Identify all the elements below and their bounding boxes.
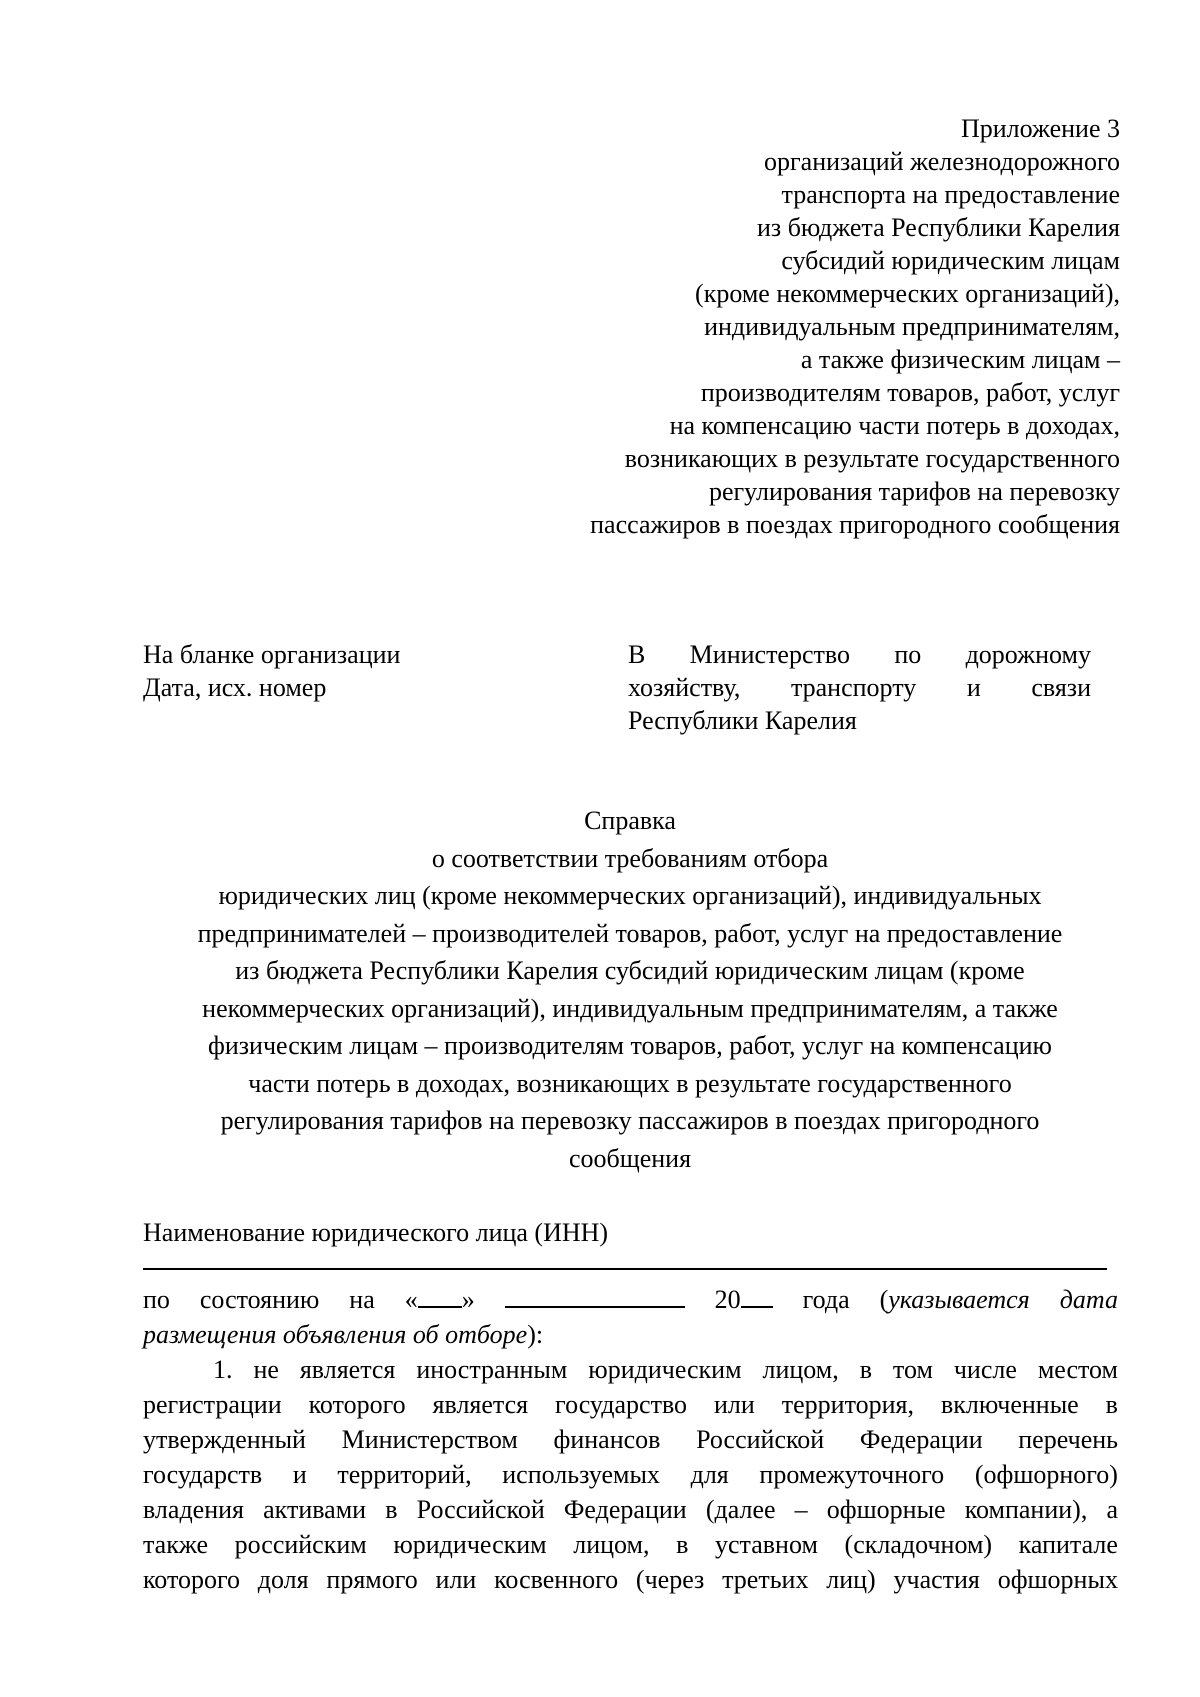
paragraph-word: является xyxy=(299,1355,396,1384)
title-line: сообщения xyxy=(568,1143,692,1173)
recipient-word: дорожному xyxy=(965,640,1091,669)
title-line: из бюджета Республики Карелия субсидий юридическим лицам (кроме xyxy=(235,956,1025,985)
paragraph-word: в xyxy=(859,1355,872,1384)
paragraph-word: Российской xyxy=(416,1495,545,1524)
appendix-line: регулирования тарифов на перевозку xyxy=(708,477,1120,506)
title-line: юридических лиц (кроме некоммерческих организаций), индивидуальных xyxy=(218,881,1042,910)
title-line: предпринимателей – производителей товаров, работ, услуг на предоставление xyxy=(197,918,1063,948)
paragraph-word: юридическим xyxy=(393,1530,547,1559)
title-line: части потерь в доходах, возникающих в результате государственного xyxy=(248,1068,1012,1098)
paragraph-word: Министерством xyxy=(341,1425,518,1454)
paragraph-word: 1. xyxy=(213,1355,233,1384)
paragraph-word: используемых xyxy=(502,1460,660,1489)
paragraph-word: местом xyxy=(1037,1355,1118,1384)
paragraph-word: российским xyxy=(234,1530,367,1559)
letterhead-block xyxy=(143,638,593,704)
paragraph-word: (через xyxy=(635,1565,705,1594)
legal-entity-name-blank[interactable] xyxy=(143,1268,1107,1270)
appendix-line: (кроме некоммерческих организаций), xyxy=(695,279,1120,308)
paragraph-line xyxy=(143,1527,1118,1562)
paragraph-word: иностранным xyxy=(416,1355,568,1384)
paragraph-word: уставном xyxy=(715,1530,818,1559)
paragraph-word: числе xyxy=(953,1355,1017,1384)
paragraph-word: прямого xyxy=(326,1565,418,1594)
paragraph-word: регистрации xyxy=(143,1390,282,1419)
document-title xyxy=(140,802,1120,1177)
date-line xyxy=(143,1282,1118,1317)
appendix-line: производителям товаров, работ, услуг xyxy=(700,378,1120,407)
recipient-word: транспорту xyxy=(790,673,917,702)
paragraph-word: владения xyxy=(143,1495,245,1524)
paragraph-line xyxy=(143,1422,1118,1457)
paragraph-word: Федерации xyxy=(563,1495,687,1524)
quote-open: « xyxy=(404,1285,418,1314)
paragraph-word: а xyxy=(1106,1495,1118,1524)
legal-entity-name-label: Наименование юридического лица (ИНН) xyxy=(143,1218,609,1247)
paragraph-word: промежуточного xyxy=(759,1460,945,1489)
paragraph-word: также xyxy=(143,1530,209,1559)
year-field xyxy=(715,1282,773,1317)
paragraph-word: в xyxy=(676,1530,689,1559)
paragraph-word: (складочном) xyxy=(844,1530,993,1559)
appendix-line: пассажиров в поездах пригородного сообщения xyxy=(590,510,1120,539)
date-line-word: по xyxy=(143,1285,170,1314)
day-blank[interactable] xyxy=(418,1282,462,1308)
paragraph-line xyxy=(143,1492,1118,1527)
paragraph-word: лицом, xyxy=(762,1355,839,1384)
date-number-line: Дата, исх. номер xyxy=(143,673,327,702)
paragraph-word: или xyxy=(435,1565,477,1594)
year-prefix: 20 xyxy=(714,1285,741,1314)
month-blank[interactable] xyxy=(505,1282,685,1308)
appendix-line: субсидий юридическим лицам xyxy=(781,246,1120,275)
paragraph-word: в xyxy=(1105,1390,1118,1419)
paragraph-word: Федерации xyxy=(859,1425,983,1454)
title-line: регулирования тарифов на перевозку пассажиров в поездах пригородного xyxy=(220,1106,1040,1135)
paragraph-line xyxy=(143,1457,1118,1492)
paragraph-word: косвенного xyxy=(494,1565,619,1594)
appendix-line: а также физическим лицам – xyxy=(800,345,1120,374)
title-line: Справка xyxy=(584,806,676,835)
paragraph-word: государств xyxy=(143,1460,263,1489)
paragraph-word: юридическим xyxy=(588,1355,742,1384)
note-word: указывается xyxy=(888,1285,1030,1314)
appendix-header xyxy=(360,112,1120,541)
date-line-word: состоянию xyxy=(199,1285,320,1314)
recipient-word: В xyxy=(628,640,646,669)
paragraph-word: участия xyxy=(893,1565,980,1594)
paragraph-word: третьих xyxy=(722,1565,809,1594)
appendix-line: транспорта на предоставление xyxy=(781,180,1120,209)
recipient-word: и xyxy=(966,673,981,702)
paragraph-word: капитале xyxy=(1018,1530,1118,1559)
paragraph-word: которого xyxy=(143,1565,241,1594)
title-line: физическим лицам – производителям товаров, работ, услуг на компенсацию xyxy=(208,1031,1052,1060)
paragraph-word: утвержденный xyxy=(143,1425,306,1454)
recipient-line: Республики Карелия xyxy=(628,706,857,735)
appendix-line: Приложение 3 xyxy=(960,114,1120,143)
letterhead-line: На бланке организации xyxy=(143,640,401,669)
paragraph-word: Российской xyxy=(696,1425,825,1454)
year-blank[interactable] xyxy=(741,1282,773,1308)
date-line-continuation xyxy=(143,1317,1118,1352)
paragraph-line xyxy=(143,1352,1118,1387)
paragraph-word: доля xyxy=(257,1565,309,1594)
paren-close: ): xyxy=(527,1320,544,1349)
paragraph-word: которого xyxy=(308,1390,406,1419)
paragraph-word: том xyxy=(892,1355,933,1384)
paragraph-line xyxy=(143,1562,1118,1597)
paragraph-word: является xyxy=(432,1390,529,1419)
recipient-word: Министерство xyxy=(689,640,850,669)
title-line: некоммерческих организаций), индивидуальным предпринимателям, а также xyxy=(202,993,1058,1023)
paragraph-word: финансов xyxy=(553,1425,661,1454)
date-line-word: года xyxy=(802,1285,850,1314)
paragraph-word: территорий, xyxy=(337,1460,472,1489)
day-field xyxy=(405,1282,475,1317)
note-start xyxy=(880,1282,1030,1317)
note-text: размещения объявления об отборе xyxy=(143,1320,528,1349)
recipient-line xyxy=(628,638,1091,671)
paragraph-word: государство xyxy=(555,1390,688,1419)
paragraph-word: лицом, xyxy=(573,1530,650,1559)
appendix-line: возникающих в результате государственного xyxy=(624,444,1120,473)
note-word: дата xyxy=(1059,1285,1118,1314)
title-line: о соответствии требованиям отбора xyxy=(431,843,829,873)
quote-close: » xyxy=(461,1285,475,1314)
paragraph-word: лиц) xyxy=(826,1565,876,1594)
appendix-line: организаций железнодорожного xyxy=(764,147,1120,176)
recipient-block xyxy=(628,638,1091,737)
date-line-word: на xyxy=(349,1285,375,1314)
paragraph-word: территория, xyxy=(781,1390,914,1419)
paragraph-line xyxy=(143,1387,1118,1422)
recipient-word: по xyxy=(894,640,922,669)
recipient-line xyxy=(628,671,1091,704)
appendix-line: из бюджета Республики Карелия xyxy=(757,213,1120,242)
body-text xyxy=(143,1282,1118,1597)
paragraph-word: и xyxy=(292,1460,307,1489)
paragraph-word: для xyxy=(690,1460,729,1489)
paragraph-word: (далее xyxy=(705,1495,776,1524)
paragraph-word: активами xyxy=(263,1495,367,1524)
paragraph-word: компании), xyxy=(964,1495,1088,1524)
paragraph-word: или xyxy=(714,1390,755,1419)
recipient-word: связи xyxy=(1031,673,1091,702)
paragraph-word: перечень xyxy=(1018,1425,1118,1454)
paragraph-word: (офшорного) xyxy=(974,1460,1118,1489)
paragraph-word: не xyxy=(253,1355,279,1384)
appendix-line: на компенсацию части потерь в доходах, xyxy=(669,411,1120,440)
paragraph-word: включенные xyxy=(940,1390,1079,1419)
paragraph-word: офшорных xyxy=(997,1565,1118,1594)
paragraph-word: офшорные xyxy=(826,1495,946,1524)
recipient-word: хозяйству, xyxy=(628,673,741,702)
paren-open: ( xyxy=(879,1285,889,1314)
paragraph-word: в xyxy=(385,1495,398,1524)
paragraph-word: – xyxy=(794,1495,808,1524)
appendix-line: индивидуальным предпринимателям, xyxy=(704,312,1120,341)
